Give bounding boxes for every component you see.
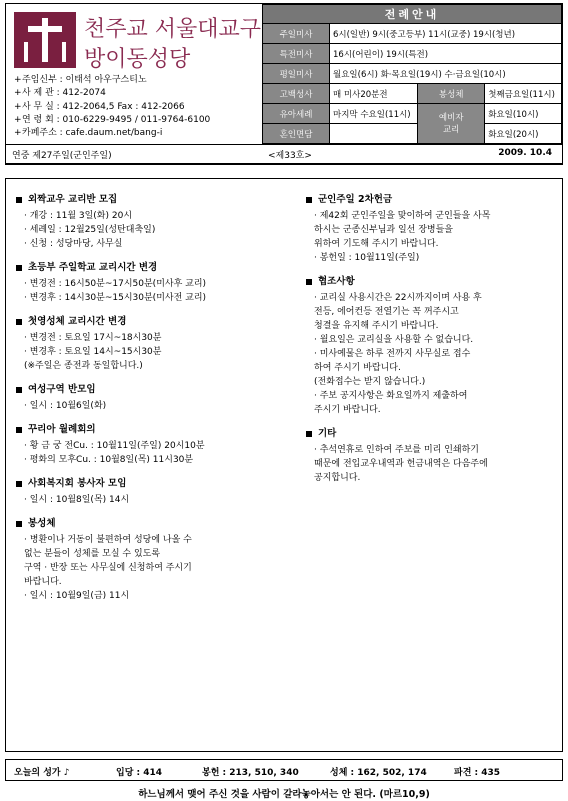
marriage-label: 혼인면담 [263,124,330,144]
catechism-value-1: 화요일(10시) [485,104,562,124]
notice-section [306,427,561,485]
issue-number: <제33호> [268,151,312,161]
contact-info [14,74,210,140]
bullet-square-icon [306,197,312,203]
notice-section [16,477,286,507]
hymn-offertory: 봉헌 : 213, 510, 340 [202,768,299,778]
notice-section [16,383,286,413]
mass-row-value: 16시(어린이) 19시(특전) [330,44,562,64]
notice-line: 청결을 유지해 주시기 바랍니다. [314,321,439,331]
bullet-square-icon [16,197,22,203]
info-line: +사 제 관 : 412-2074 [14,88,106,99]
notices-frame [5,178,563,752]
notice-line: (※주일은 종전과 동일합니다.) [24,361,143,371]
info-line: +주임신부 : 이태석 아우구스티노 [14,75,147,85]
notice-line: 바랍니다. [24,577,62,587]
right-column [306,193,561,495]
infant-baptism-label: 유아세례 [263,104,330,124]
notice-title: 군인주일 2차헌금 [306,193,561,207]
parish-logo [14,12,76,68]
bullet-square-icon [16,521,22,527]
hymn-recessional: 파견 : 435 [454,768,501,778]
parish-title-line2: 방이동성당 [84,47,191,72]
notice-line: · 주보 공지사항은 화요일까지 제출하여 [314,391,468,401]
notice-title: 사회복지회 봉사자 모임 [16,477,286,491]
notice-title: 꾸리아 월례회의 [16,423,286,437]
marriage-value [330,124,418,144]
info-line: +사 무 실 : 412-2064,5 Fax : 412-2066 [14,101,185,112]
notice-line: 하여 주시기 바랍니다. [314,363,401,373]
notice-line: · 봉헌일 : 10월11일(주일) [314,253,420,263]
issue-bar [6,145,562,164]
notice-line: · 일시 : 10월8일(목) 14시 [24,495,130,505]
notice-line: · 추석연휴로 인하여 주보를 미리 인쇄하기 [314,445,479,455]
info-line: +연 령 회 : 010-6229-9495 / 011-9764-6100 [14,114,211,125]
notice-line: · 세례일 : 12월25일(성탄대축일) [24,225,156,235]
notice-line: 전등, 에어컨등 전열기는 꼭 꺼주시고 [314,307,459,317]
notice-title: 외짝교우 교리반 모집 [16,193,286,207]
info-line: +카페주소 : cafe.daum.net/bang-i [14,128,163,139]
catechism-label: 예비자 교리 [418,104,485,144]
notice-line: · 변경전 : 토요일 17시~18시30분 [24,333,162,343]
notice-title: 기타 [306,427,561,441]
hymns-bar [5,759,563,781]
notice-section [306,193,561,265]
notice-section [16,261,286,305]
notice-title: 협조사항 [306,275,561,289]
confession-value: 매 미사20분전 [330,84,418,104]
bullet-square-icon [16,319,22,325]
notice-line: · 변경후 : 토요일 14시~15시30분 [24,347,162,357]
notice-line: · 황 금 궁 전Cu. : 10월11일(주일) 20시10분 [24,441,205,451]
hymn-entrance: 입당 : 414 [116,768,163,778]
header [6,4,562,145]
notice-title: 봉성체 [16,517,286,531]
mass-row-label: 주일미사 [263,24,330,44]
left-column [16,193,286,613]
notice-line: 공지합니다. [314,473,361,483]
liturgical-day: 연중 제27주일(군인주일) [12,151,112,161]
mass-heading: 전례안내 [263,5,562,24]
notice-line: · 제42회 군인주일을 맞이하여 군인들을 사목 [314,211,491,221]
bullet-square-icon [16,481,22,487]
notice-title: 첫영성체 교리시간 변경 [16,315,286,329]
communion-value: 첫째금요일(11시) [485,84,562,104]
notice-line: · 미사예물은 하루 전까지 사무실로 접수 [314,349,471,359]
notice-line: · 월요일은 교리실을 사용할 수 없습니다. [314,335,474,345]
notice-line: · 일시 : 10월6일(화) [24,401,107,411]
confession-label: 고백성사 [263,84,330,104]
notice-line: · 일시 : 10월9일(금) 11시 [24,591,130,601]
mass-schedule-table [262,4,562,144]
notice-line: 위하여 기도해 주시기 바랍니다. [314,239,439,249]
notice-line: 주시기 바랍니다. [314,405,381,415]
notice-title: 여성구역 반모임 [16,383,286,397]
mass-row-value: 6시(일반) 9시(중고등부) 11시(교중) 19시(청년) [330,24,562,44]
scripture-quote: 하느님께서 맺어 주신 것을 사람이 갈라놓아서는 안 된다. (마르10,9) [138,789,430,800]
mass-row-value: 월요일(6시) 화·목요일(19시) 수·금요일(10시) [330,64,562,84]
notice-line: · 변경후 : 14시30분~15시30분(미사전 교리) [24,293,207,303]
notice-section [16,517,286,603]
bullet-square-icon [16,427,22,433]
notice-line: · 변경전 : 16시50분~17시50분(미사후 교리) [24,279,207,289]
communion-label: 봉성체 [418,84,485,104]
notice-line: · 교리실 사용시간은 22시까지이며 사용 후 [314,293,482,303]
notice-section [16,423,286,467]
bulletin-header-frame [5,3,563,165]
notice-line: · 평화의 모후Cu. : 10월8일(목) 11시30분 [24,455,194,465]
notice-line: · 신청 : 성당마당, 사무실 [24,239,123,249]
notice-line: 없는 분들이 성체를 모실 수 있도록 [24,549,161,559]
hymns-label: 오늘의 성가 ♪ [14,768,70,778]
bullet-square-icon [306,279,312,285]
notice-line: 때문에 전입교우내역과 헌금내역은 다음주에 [314,459,488,469]
infant-baptism-value: 마지막 수요일(11시) [330,104,418,124]
bullet-square-icon [16,265,22,271]
notice-line: · 병환이나 거동이 불편하여 성당에 나올 수 [24,535,192,545]
notice-line: · 개강 : 11월 3일(화) 20시 [24,211,133,221]
notice-section [16,315,286,373]
notice-line: (전화접수는 받지 않습니다.) [314,377,426,387]
notice-section [16,193,286,251]
notice-title: 초등부 주일학교 교리시간 변경 [16,261,286,275]
mass-row-label: 평일미사 [263,64,330,84]
hymn-communion: 성체 : 162, 502, 174 [330,768,427,778]
notice-line: 구역 · 반장 또는 사무실에 신청하여 주시기 [24,563,192,573]
notice-line: 하시는 군종신부님과 일선 장병들을 [314,225,453,235]
mass-row-label: 특전미사 [263,44,330,64]
notice-section [306,275,561,417]
catechism-value-2: 화요일(20시) [485,124,562,144]
parish-title-line1: 천주교 서울대교구 [84,17,262,42]
bullet-square-icon [16,387,22,393]
bullet-square-icon [306,431,312,437]
issue-date: 2009. 10.4 [498,148,552,158]
